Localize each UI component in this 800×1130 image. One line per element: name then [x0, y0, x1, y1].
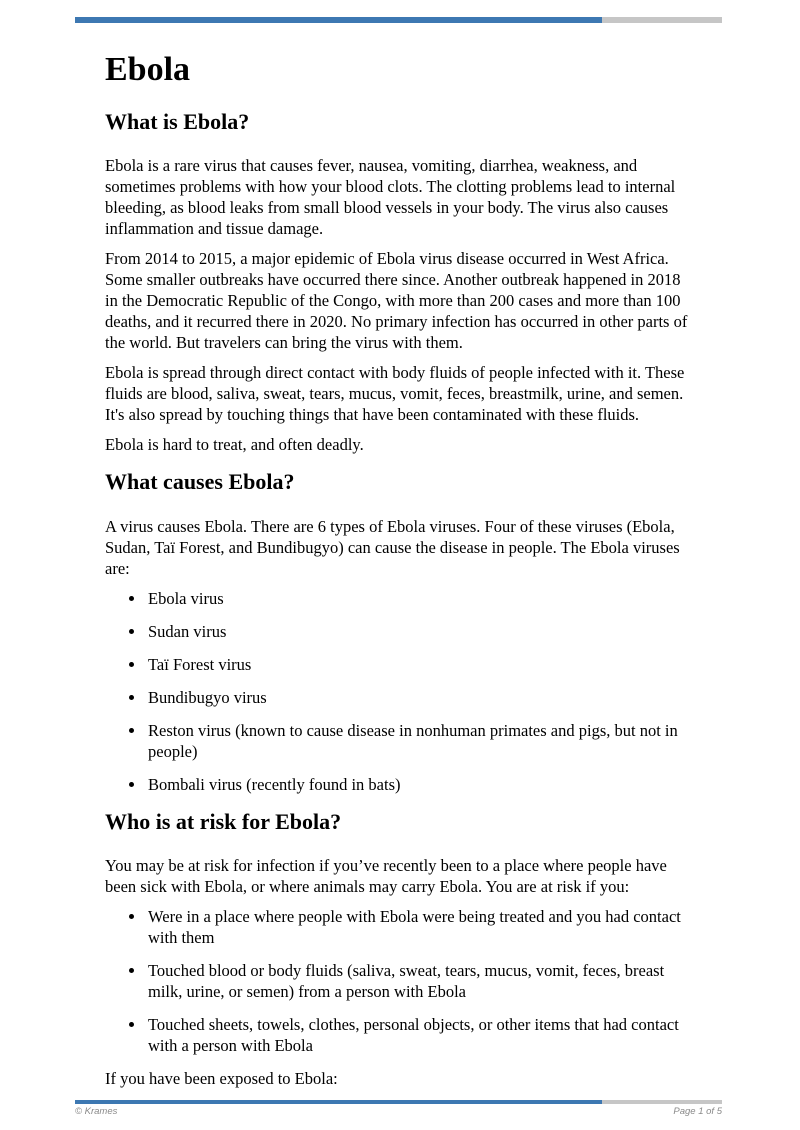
section-heading-who-is-at-risk: Who is at risk for Ebola?: [105, 808, 342, 834]
footer: [75, 1106, 722, 1117]
risk-factors-list: [105, 906, 697, 1056]
list-item-ebola-virus: • Ebola virus: [146, 588, 697, 609]
list-item-risk-fluids: • Touched blood or body fluids (saliva, sweat, tears, mucus, vomit, feces, breast milk, urine, or semen) from a person with Ebola: [146, 960, 697, 1002]
paragraph-hard-to-treat: Ebola is hard to treat, and often deadly.: [105, 435, 364, 455]
paragraph-epidemic-history: From 2014 to 2015, a major epidemic of Ebola virus disease occurred in West Africa. Some smaller outbreaks have occurred there since. Another outbreak happened in 2018 in the Democratic Republic of the Congo, with more than 200 cases and more than 100 deaths, and it recurred there in 2020. No primary infection has occurred in other parts of the world. But travelers can bring the virus with them.: [105, 249, 688, 353]
page-title: Ebola: [105, 51, 191, 88]
paragraph-causes-intro: A virus causes Ebola. There are 6 types of Ebola viruses. Four of these viruses (Ebola, Sudan, Taï Forest, and Bundibugyo) can cause the disease in people. The Ebola viruses are:: [105, 516, 680, 578]
footer-page-indicator: Page 1 of 5: [673, 1106, 722, 1117]
paragraph-ebola-overview: Ebola is a rare virus that causes fever, nausea, vomiting, diarrhea, weakness, and sometimes problems with how your blood clots. The clotting problems lead to internal bleeding, as blood leaks from small blood vessels in your body. The virus also causes inflammation and tissue damage.: [105, 156, 676, 239]
footer-accent-bar: [75, 1100, 722, 1104]
paragraph-exposed-lead-in: If you have been exposed to Ebola:: [105, 1068, 338, 1088]
section-heading-what-causes-ebola: What causes Ebola?: [105, 469, 295, 495]
list-item-bundibugyo-virus: • Bundibugyo virus: [146, 687, 697, 708]
footer-bar-blue-segment: [75, 1100, 602, 1104]
list-item-risk-place: • Were in a place where people with Ebola were being treated and you had contact with them: [146, 906, 697, 948]
virus-types-list: [105, 588, 697, 795]
paragraph-risk-intro: You may be at risk for infection if you’ve recently been to a place where people have been sick with Ebola, or where animals may carry Ebola. You are at risk if you:: [105, 855, 667, 896]
list-item-bombali-virus: • Bombali virus (recently found in bats): [146, 774, 697, 795]
paragraph-spread: Ebola is spread through direct contact with body fluids of people infected with it. These fluids are blood, saliva, sweat, tears, mucus, vomit, feces, breastmilk, urine, and semen. It's also spread by touching things that have been contaminated with these fluids.: [105, 363, 685, 425]
footer-bar-gray-segment: [602, 1100, 722, 1104]
document-content: [105, 0, 697, 1098]
list-item-reston-virus: • Reston virus (known to cause disease in nonhuman primates and pigs, but not in people): [146, 720, 697, 762]
list-item-sudan-virus: • Sudan virus: [146, 621, 697, 642]
list-item-risk-objects: • Touched sheets, towels, clothes, personal objects, or other items that had contact with a person with Ebola: [146, 1014, 697, 1056]
list-item-tai-forest-virus: • Taï Forest virus: [146, 654, 697, 675]
section-heading-what-is-ebola: What is Ebola?: [105, 108, 250, 134]
footer-copyright: © Krames: [75, 1106, 118, 1117]
